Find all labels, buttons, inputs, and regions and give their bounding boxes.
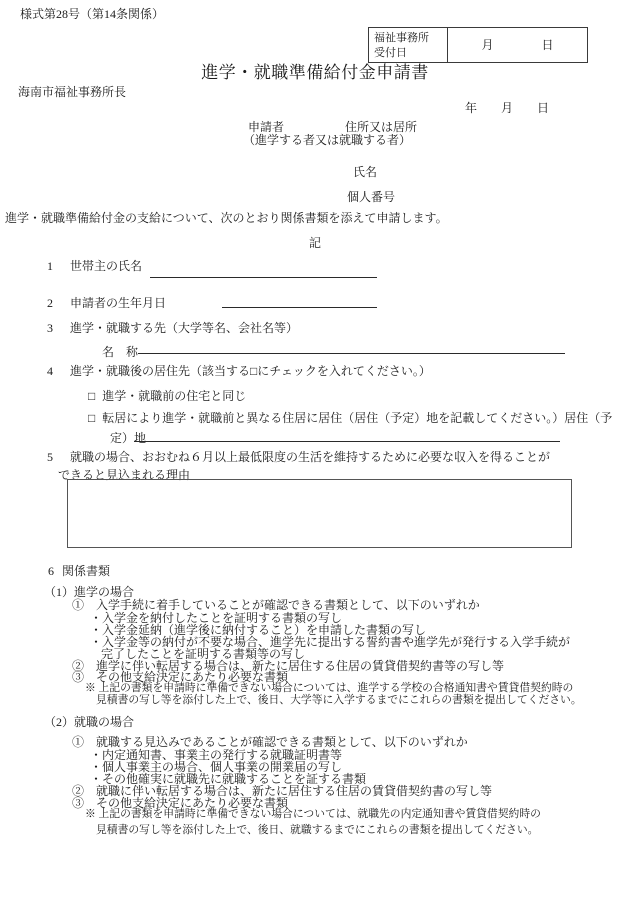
applicant-paren-note: （進学する者又は就職する者） (243, 133, 412, 147)
study-section-heading: （1）進学の場合 (44, 585, 135, 599)
form-title: 進学・就職準備給付金申請書 (201, 63, 429, 82)
addressee: 海南市福祉事務所長 (18, 85, 127, 99)
application-date-blank[interactable]: 年 月 日 (465, 101, 550, 115)
employment-section-heading: （2）就職の場合 (44, 715, 135, 729)
residence-option-same (88, 389, 246, 404)
employment-doc-item-1: ① 就職する見込みであることが確認できる書類として、以下のいずれか (72, 735, 468, 749)
employment-doc-item-2: ② 就職に伴い転居する場合は、新たに居住する住居の賃貸借契約書の写し等 (72, 784, 493, 798)
residence-option-relocate (88, 411, 612, 426)
employment-doc-bullet-1: ・内定通知書、事業主の発行する就職証明書等 (90, 748, 343, 762)
study-doc-item-2: ② 進学に伴い転居する場合は、新たに居住する住居の賃貸借契約書等の写し等 (72, 659, 505, 673)
item-6-documents (48, 564, 110, 579)
study-doc-bullet-3: ・入学金等の納付が不要な場合、進学先に提出する誓約書や進学先が発行する入学手続が (90, 635, 571, 649)
item-5-label-line2: できると見込まれる理由 (58, 468, 191, 482)
receipt-office-label-line2: 受付日 (374, 47, 407, 60)
item-6-label: 関係書類 (62, 564, 111, 578)
relocation-address-field[interactable] (134, 427, 560, 442)
birthdate-field[interactable] (222, 293, 377, 308)
destination-name-field[interactable] (138, 339, 565, 354)
study-doc-note-line2: 見積書の写し等を添付した上で、後日、大学等に入学するまでにこれらの書類を提出してください。 (96, 694, 582, 706)
item-5-label-line1: 就職の場合、おおむね６月以上最低限度の生活を維持するために必要な収入を得ることが (70, 450, 551, 464)
employment-doc-item-3: ③ その他支給決定にあたり必要な書類 (72, 796, 289, 810)
address-label: 住所又は居所 (345, 120, 418, 134)
reason-textbox[interactable] (67, 479, 572, 548)
item-3-number: 3 (47, 321, 53, 335)
item-6-number: 6 (48, 564, 54, 578)
item-1-householder-name (47, 259, 142, 274)
name-label: 氏名 (353, 165, 378, 179)
residence-option-same-label: 進学・就職前の住宅と同じ (102, 389, 247, 403)
residence-option-relocate-label: 転居により進学・就職前と異なる住居に居住（居住（予定）地を記載してください。）居住（予 (102, 411, 613, 425)
item-2-label: 申請者の生年月日 (70, 296, 167, 310)
study-doc-bullet-1: ・入学金を納付したことを証明する書類の写し (90, 611, 343, 625)
receipt-office-label-line1: 福祉事務所 (374, 32, 429, 44)
employment-doc-note-line1: ※ 上記の書類を申請時に準備できない場合については、就職先の内定通知書や賃貸借契約時の (85, 808, 541, 820)
item-3-destination (47, 321, 298, 336)
checkbox-relocation[interactable]: □ (88, 411, 96, 425)
study-doc-bullet-3-cont: 完了したことを証明する書類等の写し (101, 647, 306, 661)
applicant-label: 申請者 (248, 120, 285, 134)
item-4-number: 4 (47, 364, 53, 378)
checkbox-same-residence[interactable]: □ (88, 389, 96, 403)
item-2-number: 2 (47, 296, 53, 310)
receipt-office-label (369, 28, 448, 62)
declaration-text: 進学・就職準備給付金の支給について、次のとおり関係書類を添えて申請します。 (5, 211, 448, 225)
householder-name-field[interactable] (150, 263, 377, 278)
item-5-number: 5 (47, 450, 53, 464)
study-doc-bullet-2: ・入学金延納（進学後に納付すること）を申請した書類の写し (90, 623, 427, 637)
item-4-residence (47, 364, 431, 379)
study-doc-item-1: ① 入学手続に着手していることが確認できる書類として、以下のいずれか (72, 598, 480, 612)
item-3-label: 進学・就職する先（大学等名、会社名等） (70, 321, 299, 335)
personal-number-label: 個人番号 (347, 190, 396, 204)
item-2-birthdate (47, 296, 166, 311)
employment-doc-note-line2: 見積書の写し等を添付した上で、後日、就職するまでにこれらの書類を提出してください。 (96, 824, 539, 836)
study-doc-note-line1: ※ 上記の書類を申請時に準備できない場合については、進学する学校の合格通知書や賃貸借契約時の (85, 682, 574, 694)
study-doc-item-3: ③ その他支給決定にあたり必要な書類 (72, 670, 289, 684)
receipt-stamp-box (368, 27, 588, 63)
record-heading: 記 (308, 236, 321, 250)
employment-doc-bullet-3: ・その他確実に就職先に就職することを証する書類 (90, 772, 367, 786)
item-1-label: 世帯主の氏名 (70, 259, 143, 273)
form-number: 様式第28号（第14条関係） (20, 7, 165, 21)
employment-doc-bullet-2: ・個人事業主の場合、個人事業の開業届の写し (90, 760, 343, 774)
relocation-address-label: 定）地 (110, 431, 147, 445)
item-5-income-reason (47, 450, 550, 465)
item-4-label: 進学・就職後の居住先（該当する□にチェックを入れてください。） (70, 364, 431, 378)
item-1-number: 1 (47, 259, 53, 273)
receipt-date-cell[interactable]: 月 日 (481, 37, 554, 52)
destination-name-label: 名 称 (102, 345, 139, 359)
